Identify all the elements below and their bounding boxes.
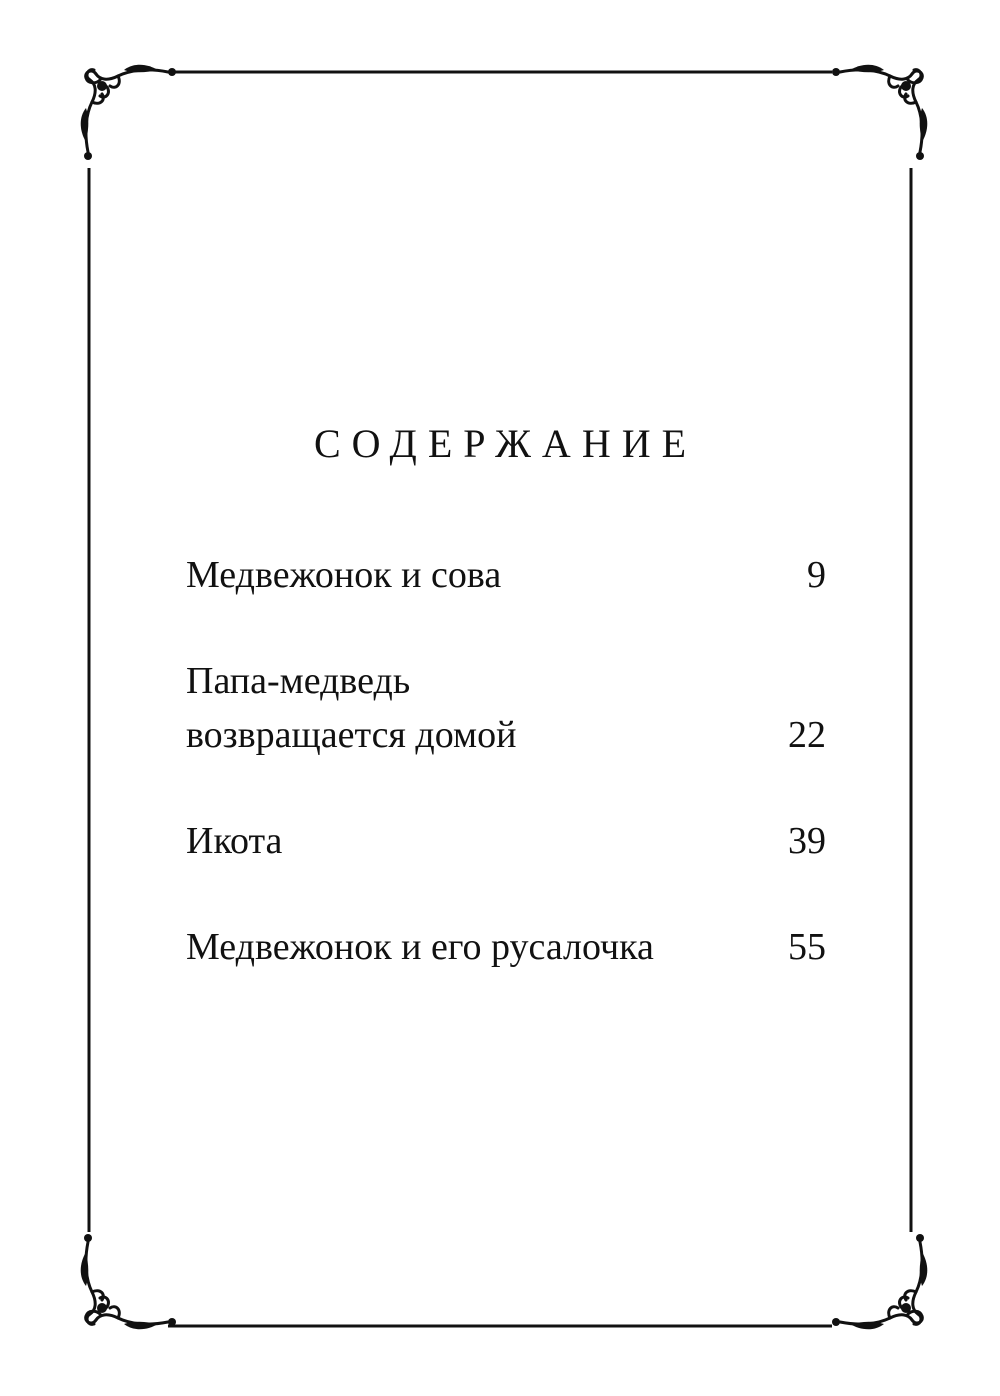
toc-entry-title bbox=[186, 654, 516, 762]
toc-entry-title-line: Икота bbox=[186, 820, 283, 862]
flourish-icon bbox=[820, 1222, 930, 1332]
flourish-icon bbox=[820, 62, 930, 172]
flourish-icon bbox=[78, 62, 188, 172]
toc-entry-title bbox=[186, 548, 501, 602]
toc-entry[interactable] bbox=[186, 654, 826, 762]
table-of-contents bbox=[186, 548, 826, 1026]
flourish-icon bbox=[78, 1222, 188, 1332]
toc-entry[interactable] bbox=[186, 814, 826, 868]
toc-entry-page-number: 55 bbox=[788, 926, 826, 968]
toc-entry-title-line: Медвежонок и его русалочка bbox=[186, 926, 654, 968]
page-title: СОДЕРЖАНИЕ bbox=[313, 421, 698, 466]
toc-entry[interactable] bbox=[186, 920, 826, 974]
toc-entry-page-number: 39 bbox=[788, 820, 826, 862]
toc-entry-page-number: 22 bbox=[788, 714, 826, 756]
toc-entry-title-line: Медвежонок и сова bbox=[186, 554, 502, 596]
toc-entry-title-line: Папа-медведь bbox=[186, 660, 411, 702]
toc-entry-title-line: возвращается домой bbox=[186, 714, 517, 756]
toc-entry-page-number: 9 bbox=[807, 554, 826, 596]
toc-entry[interactable] bbox=[186, 548, 826, 602]
toc-entry-title bbox=[186, 814, 282, 868]
toc-entry-title bbox=[186, 920, 654, 974]
